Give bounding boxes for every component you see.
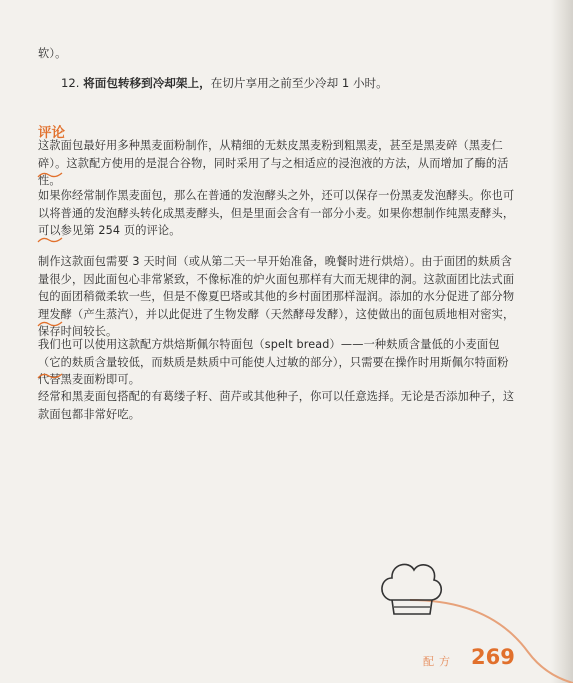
comment-paragraph: 经常和黑麦面包搭配的有葛缕子籽、茴芹或其他种子，你可以任意选择。无论是否添加种子，这款面包都非常好吃。 <box>38 390 515 421</box>
step-text: 在切片享用之前至少冷却 1 小时。 <box>210 76 388 90</box>
section-heading: 评论 <box>38 125 65 141</box>
footer-section-label: 配方 <box>423 655 455 668</box>
comment-paragraph: 制作这款面包需要 3 天时间（或从第二天一早开始准备，晚餐时进行烘焙）。由于面团的麸质含量很少，因此面包心非常紧致，不像标准的炉火面包那样有大而无规律的洞。这款面团比法式面包的面团稍微柔软一些，但是不像夏巴塔或其他的乡村面团那样湿润。添加的水分促进了部分物理发酵（产生蒸汽），并以此促进了生物发酵（天然酵母发酵），这使做出的面包质地相对密实，保存时间较长。 <box>38 255 515 338</box>
tilde-separator-icon <box>37 319 63 329</box>
tilde-separator-icon <box>37 235 63 245</box>
tilde-separator-icon <box>37 371 63 381</box>
comment-paragraph: 我们也可以使用这款配方烘焙斯佩尔特面包（spelt bread）——一种麸质含量低的小麦面包（它的麸质含量较低，而麸质是麸质中可能使人过敏的部分），只需要在操作时用斯佩尔特面粉代替黑麦面粉即可。 <box>38 338 509 386</box>
tilde-separator-icon <box>37 170 63 180</box>
comment-paragraph: 这款面包最好用多种黑麦面粉制作，从精细的无麸皮黑麦粉到粗黑麦，甚至是黑麦碎（黑麦仁碎）。这款配方使用的是混合谷物，同时采用了与之相适应的浸泡液的方法，从而增加了酶的活性。 <box>38 139 509 187</box>
continued-text: 软）。 <box>38 47 67 60</box>
comment-paragraph: 如果你经常制作黑麦面包，那么在普通的发泡酵头之外，还可以保存一份黑麦发泡酵头。你也可以将普通的发泡酵头转化成黑麦酵头，但是里面会含有一部分小麦。如果你想制作纯黑麦酵头，可以参见第 254 页的评论。 <box>38 189 515 237</box>
chef-hat-icon <box>376 556 446 618</box>
step-number: 12. <box>61 76 80 90</box>
step-bold-text: 将面包转移到冷却架上， <box>83 76 211 90</box>
recipe-step-12 <box>61 74 388 92</box>
page-number: 269 <box>471 645 515 669</box>
